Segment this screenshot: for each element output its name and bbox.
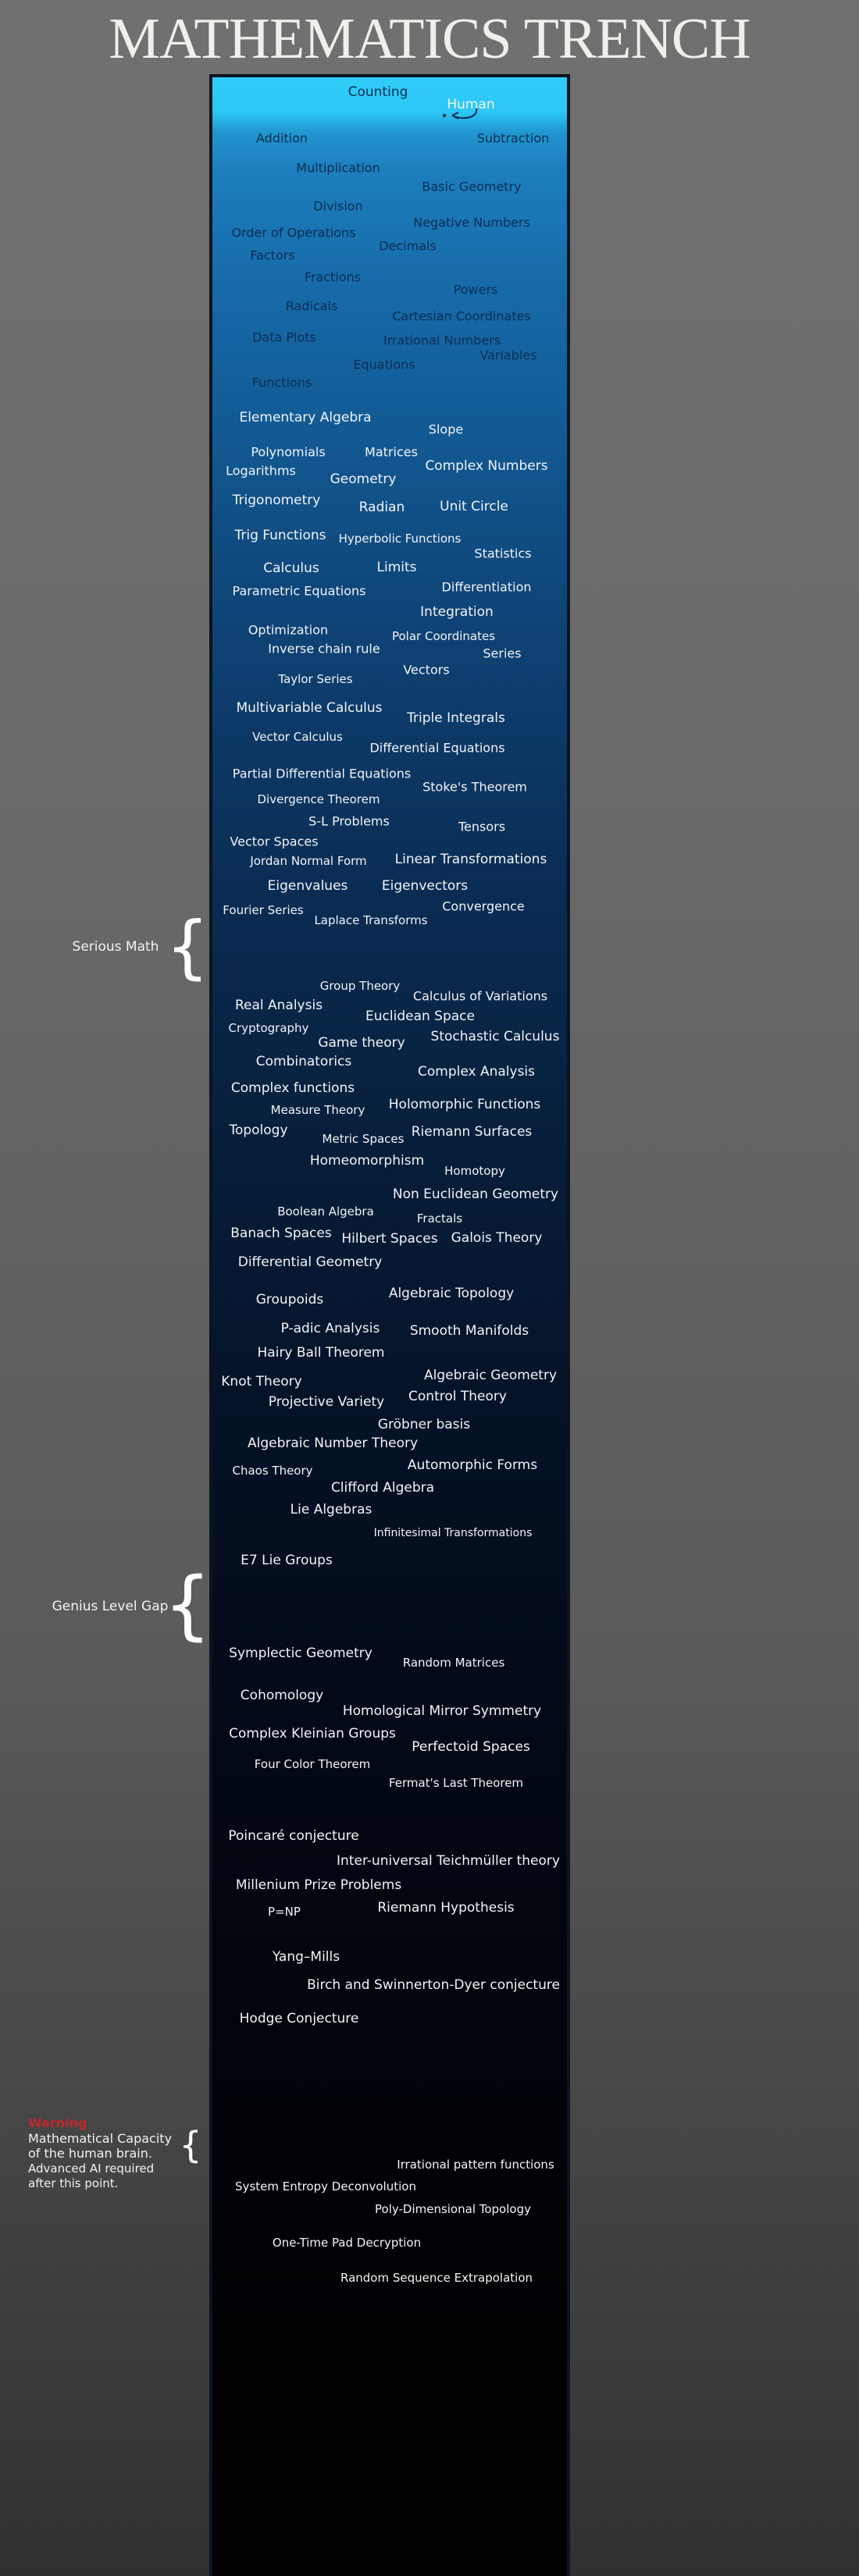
trench-topic-label: Taylor Series [278,672,353,686]
trench-topic-label: P-adic Analysis [280,1321,380,1336]
warning-line: Mathematical Capacity [28,2130,173,2146]
trench-topic-label: Fractals [416,1212,463,1226]
trench-topic-label: Counting [348,84,408,100]
trench-topic-label: Laplace Transforms [314,913,428,927]
trench-topic-label: Logarithms [226,463,296,479]
trench-topic-label: Eigenvalues [267,878,348,894]
serious-math-brace: { [166,906,209,987]
trench-topic-label: Complex Numbers [425,458,548,474]
trench-topic-label: Calculus [263,560,319,576]
trench-topic-label: Multivariable Calculus [236,700,383,716]
trench-topic-label: Unit Circle [440,499,508,514]
trench-topic-label: Polynomials [251,444,326,460]
trench-topic-label: Topology [229,1123,288,1138]
trench-topic-label: Homotopy [444,1164,505,1178]
trench-topic-label: Gröbner basis [377,1417,471,1432]
trench-topic-label: Riemann Hypothesis [377,1900,515,1916]
trench-topic-label: Subtraction [476,130,550,146]
trench-topic-label: Riemann Surfaces [411,1124,533,1140]
trench-topic-label: S-L Problems [308,813,390,829]
trench-topic-label: Vectors [403,662,450,678]
trench-topic-label: Divergence Theorem [257,792,380,806]
trench-topic-label: Parametric Equations [232,583,366,599]
trench-topic-label: Stoke's Theorem [422,779,527,795]
trench-topic-label: Knot Theory [221,1374,302,1389]
trench-topic-label: Combinatorics [255,1054,352,1069]
trench-topic-label: Triple Integrals [407,710,505,726]
trench-topic-label: Metric Spaces [322,1132,405,1146]
trench-topic-label: Lie Algebras [290,1502,372,1517]
trench-topic-label: Non Euclidean Geometry [392,1187,559,1202]
trench-topic-label: Data Plots [252,329,316,345]
trench-topic-label: Hilbert Spaces [341,1231,438,1247]
trench-topic-label: Calculus of Variations [412,988,548,1004]
trench-topic-label: Millenium Prize Problems [235,1877,402,1893]
warning-line: of the human brain. [28,2146,152,2161]
trench-topic-label: Geometry [330,471,397,487]
trench-topic-label: Inverse chain rule [268,641,380,656]
trench-topic-label: Decimals [379,238,437,254]
genius-level-gap-label: Genius Level Gap [52,1599,169,1614]
trench-topic-label: Symplectic Geometry [229,1646,372,1661]
trench-topic-label: Factors [250,247,295,263]
trench-topic-label: Vector Spaces [230,834,319,849]
trench-topic-label: Homeomorphism [309,1153,425,1169]
trench-topic-label: Variables [479,347,537,363]
trench-topic-label: Measure Theory [270,1103,365,1117]
trench-topic-label: Division [313,198,363,214]
trench-topic-label: Polar Coordinates [391,629,496,643]
trench-topic-label: Stochastic Calculus [430,1029,560,1044]
trench-topic-label: Cartesian Coordinates [392,308,531,324]
trench-topic-label: E7 Lie Groups [241,1553,333,1568]
trench-topic-label: Elementary Algebra [239,410,372,425]
warning-annotation [28,2115,188,2192]
trench-topic-label: Partial Differential Equations [232,766,412,781]
trench-topic-label: Random Matrices [402,1656,505,1670]
trench-topic-label: Algebraic Topology [388,1286,515,1301]
trench-topic-label: Fourier Series [223,903,304,917]
warning-brace: { [179,2124,202,2166]
trench-topic-label: Control Theory [408,1389,507,1404]
trench-topic-label: Basic Geometry [422,179,522,194]
trench-topic-label: Linear Transformations [394,852,547,867]
trench-topic-label: Poly-Dimensional Topology [375,2202,531,2216]
trench-topic-label: Negative Numbers [413,215,530,230]
trench-topic-label: Complex Analysis [417,1064,536,1080]
trench-topic-label: Euclidean Space [365,1009,475,1024]
trench-topic-label: Limits [376,560,417,575]
trench-topic-label: Holomorphic Functions [388,1097,541,1112]
trench-topic-label: System Entropy Deconvolution [235,2179,416,2194]
trench-topic-label: Irrational Numbers [383,333,501,348]
trench-topic-label: Differential Equations [369,740,505,756]
trench-topic-label: Differentiation [441,579,532,595]
serious-math-label: Serious Math [72,939,159,955]
trench-topic-label: Fermat's Last Theorem [388,1776,524,1790]
trench-topic-label: Chaos Theory [232,1464,313,1478]
trench-topic-label: Cryptography [228,1021,309,1035]
trench-topic-label: Projective Variety [268,1394,385,1410]
warning-line: Advanced AI required [28,2161,155,2176]
warning-heading: Warning [28,2115,87,2130]
trench-topic-label: Hodge Conjecture [239,2011,359,2026]
trench-topic-label: Irrational pattern functions [397,2158,554,2172]
genius-level-gap-brace: { [163,1561,212,1649]
trench-topic-label: Matrices [365,444,418,460]
trench-topic-label: Fractions [304,269,362,285]
trench-topic-label: Radicals [285,298,338,314]
trench-topic-label: Random Sequence Extrapolation [340,2271,533,2285]
trench-topic-label: Perfectoid Spaces [412,1739,530,1755]
trench-topic-label: Multiplication [296,160,380,176]
trench-topic-label: Poincaré conjecture [228,1828,359,1844]
trench-topic-label: Statistics [474,546,532,561]
trench-topic-label: Group Theory [319,979,401,993]
trench-topic-label: Trig Functions [234,528,326,543]
trench-topic-label: Homological Mirror Symmetry [342,1703,542,1719]
trench-topic-label: Functions [251,375,312,390]
trench-topic-label: Differential Geometry [237,1254,383,1270]
trench-topic-label: Eigenvectors [381,878,469,894]
trench-topic-label: Four Color Theorem [254,1757,371,1771]
trench-topic-label: Integration [420,604,494,620]
trench-topic-label: One-Time Pad Decryption [272,2236,422,2250]
trench-topic-label: Game theory [318,1035,405,1051]
trench-topic-label: Complex Kleinian Groups [229,1726,396,1742]
trench-topic-label: Equations [353,357,415,372]
trench-topic-label: Banach Spaces [230,1226,332,1241]
trench-topic-label: Convergence [442,898,525,914]
trench-topic-label: Groupoids [255,1292,324,1308]
trench-topic-label: Optimization [248,622,329,638]
trench-topic-label: Slope [428,422,464,437]
trench-topic-label: Vector Calculus [252,730,343,744]
trench-topic-label: Smooth Manifolds [409,1323,529,1339]
trench-topic-label: Hyperbolic Functions [338,532,462,546]
trench-topic-label: Algebraic Geometry [423,1368,558,1383]
warning-line: after this point. [28,2176,119,2190]
trench-topic-label: Jordan Normal Form [250,854,367,868]
trench-topic-label: Yang–Mills [272,1949,340,1965]
trench-topic-label: Infinitesimal Transformations [373,1527,533,1539]
trench-topic-label: Order of Operations [231,225,356,240]
trench-topic-label: Galois Theory [451,1230,543,1246]
trench-topic-label: Addition [255,130,308,146]
trench-topic-label: Radian [358,500,405,515]
trench-topic-label: Inter-universal Teichmüller theory [337,1853,560,1869]
trench-topic-label: Real Analysis [234,998,323,1013]
trench-topic-label: Hairy Ball Theorem [257,1345,385,1361]
trench-topic-label: Human [447,97,495,112]
trench-topic-label: Clifford Algebra [330,1480,435,1496]
trench-topic-label: Series [483,646,522,661]
trench-topic-label: Tensors [458,819,506,834]
trench-topic-label: Birch and Swinnerton-Dyer conjecture [307,1977,560,1993]
trench-topic-label: Boolean Algebra [277,1204,374,1219]
trench-topic-label: Complex functions [230,1080,355,1096]
page-title: MATHEMATICS TRENCH [109,7,750,71]
trench-topic-label: Cohomology [240,1688,324,1703]
trench-topic-label: Automorphic Forms [407,1457,538,1473]
trench-topic-label: P=NP [268,1905,301,1919]
trench-panel [209,74,570,2576]
trench-topic-label: Trigonometry [232,493,321,508]
trench-topic-label: Algebraic Number Theory [247,1436,419,1451]
trench-topic-label: Powers [453,282,498,297]
